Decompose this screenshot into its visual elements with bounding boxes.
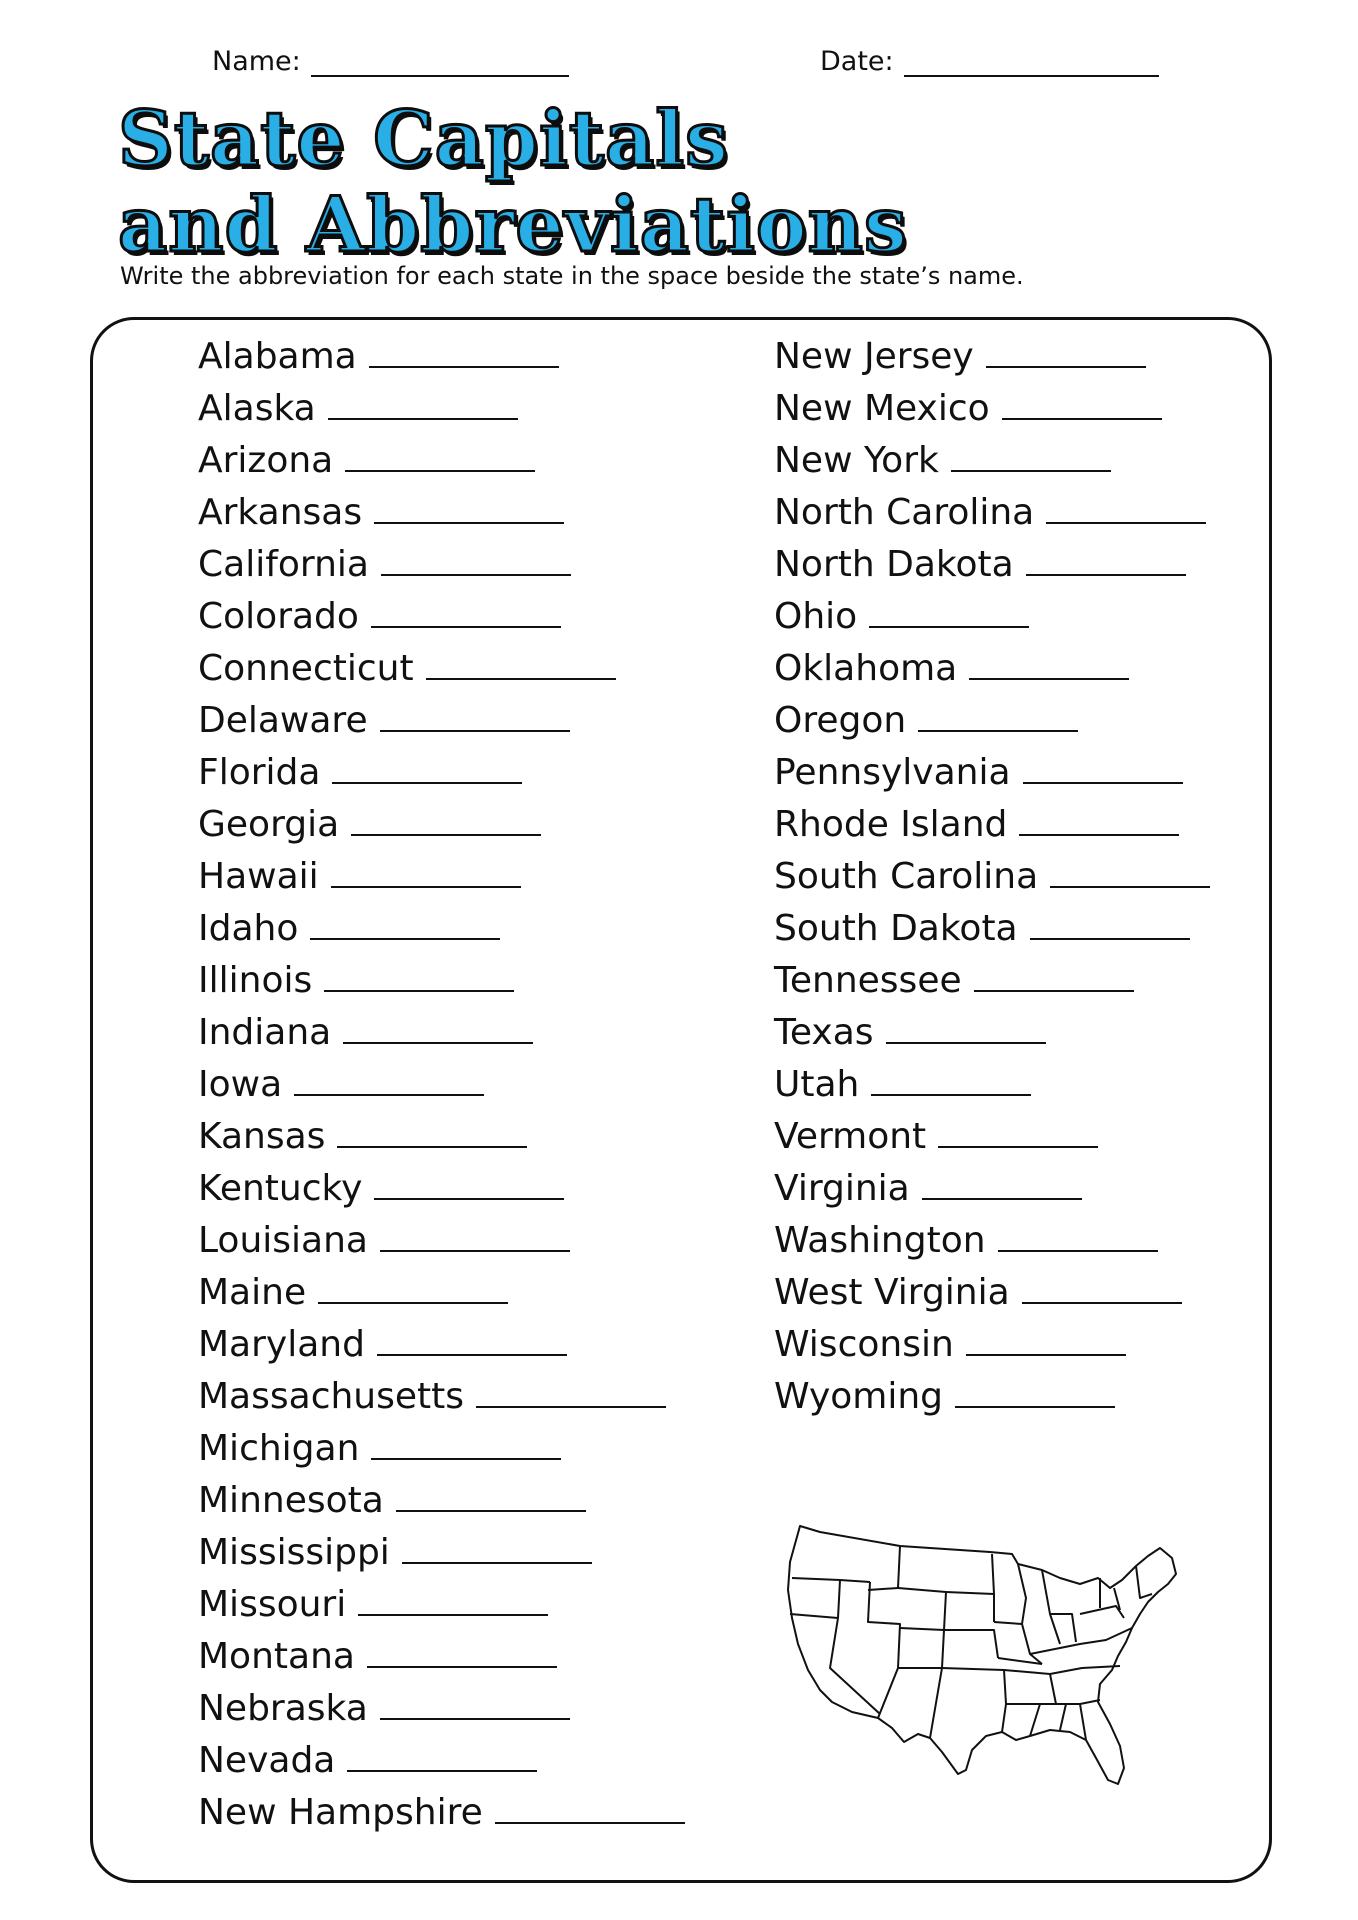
state-row-arkansas — [198, 492, 685, 544]
state-row-illinois — [198, 960, 685, 1012]
state-row-nevada — [198, 1740, 685, 1792]
state-name: Nevada — [198, 1740, 336, 1781]
abbreviation-blank[interactable] — [869, 606, 1029, 628]
title-line-1: State Capitals — [118, 94, 729, 183]
abbreviation-blank[interactable] — [380, 1230, 570, 1252]
state-row-washington — [774, 1220, 1210, 1272]
date-field[interactable] — [820, 46, 1159, 77]
abbreviation-blank[interactable] — [871, 1074, 1031, 1096]
abbreviation-blank[interactable] — [955, 1386, 1115, 1408]
name-field[interactable] — [212, 46, 569, 77]
abbreviation-blank[interactable] — [358, 1594, 548, 1616]
state-name: Oregon — [774, 700, 907, 741]
state-name: California — [198, 544, 369, 585]
state-name: Louisiana — [198, 1220, 368, 1261]
state-row-louisiana — [198, 1220, 685, 1272]
abbreviation-blank[interactable] — [337, 1126, 527, 1148]
title-line-2: and Abbreviations — [118, 180, 908, 269]
abbreviation-blank[interactable] — [1030, 918, 1190, 940]
state-name: Alabama — [198, 336, 357, 377]
state-name: Wyoming — [774, 1376, 944, 1417]
state-name: Connecticut — [198, 648, 414, 689]
state-name: Idaho — [198, 908, 299, 949]
state-name: Vermont — [774, 1116, 927, 1157]
abbreviation-blank[interactable] — [347, 1750, 537, 1772]
states-column-left — [198, 336, 685, 1844]
state-name: Indiana — [198, 1012, 332, 1053]
state-row-mississippi — [198, 1532, 685, 1584]
state-name: Michigan — [198, 1428, 360, 1469]
abbreviation-blank[interactable] — [371, 1438, 561, 1460]
date-blank[interactable] — [904, 47, 1159, 77]
state-row-colorado — [198, 596, 685, 648]
state-row-utah — [774, 1064, 1210, 1116]
abbreviation-blank[interactable] — [966, 1334, 1126, 1356]
state-row-alabama — [198, 336, 685, 388]
state-name: Arizona — [198, 440, 334, 481]
us-map-icon — [780, 1518, 1192, 1808]
state-row-hawaii — [198, 856, 685, 908]
state-row-pennsylvania — [774, 752, 1210, 804]
state-name: Mississippi — [198, 1532, 390, 1573]
abbreviation-blank[interactable] — [986, 346, 1146, 368]
state-name: Wisconsin — [774, 1324, 954, 1365]
state-row-ohio — [774, 596, 1210, 648]
state-name: Nebraska — [198, 1688, 368, 1729]
state-name: North Dakota — [774, 544, 1014, 585]
state-row-connecticut — [198, 648, 685, 700]
state-row-new-york — [774, 440, 1210, 492]
abbreviation-blank[interactable] — [374, 1178, 564, 1200]
state-row-north-carolina — [774, 492, 1210, 544]
state-name: New Jersey — [774, 336, 974, 377]
state-row-massachusetts — [198, 1376, 685, 1428]
abbreviation-blank[interactable] — [1022, 1282, 1182, 1304]
state-row-iowa — [198, 1064, 685, 1116]
abbreviation-blank[interactable] — [377, 1334, 567, 1356]
state-name: Washington — [774, 1220, 986, 1261]
state-name: Illinois — [198, 960, 313, 1001]
state-row-arizona — [198, 440, 685, 492]
state-row-wyoming — [774, 1376, 1210, 1428]
state-row-nebraska — [198, 1688, 685, 1740]
state-row-oregon — [774, 700, 1210, 752]
state-name: Utah — [774, 1064, 860, 1105]
abbreviation-blank[interactable] — [1026, 554, 1186, 576]
state-name: Texas — [774, 1012, 874, 1053]
state-name: Pennsylvania — [774, 752, 1011, 793]
abbreviation-blank[interactable] — [1023, 762, 1183, 784]
state-name: Alaska — [198, 388, 316, 429]
state-row-tennessee — [774, 960, 1210, 1012]
state-name: Missouri — [198, 1584, 347, 1625]
state-row-montana — [198, 1636, 685, 1688]
date-label: Date: — [820, 46, 894, 77]
state-row-kentucky — [198, 1168, 685, 1220]
state-name: Oklahoma — [774, 648, 958, 689]
state-name: Virginia — [774, 1168, 910, 1209]
abbreviation-blank[interactable] — [374, 502, 564, 524]
state-row-texas — [774, 1012, 1210, 1064]
state-row-rhode-island — [774, 804, 1210, 856]
state-name: South Dakota — [774, 908, 1018, 949]
state-name: New Hampshire — [198, 1792, 483, 1833]
state-name: Colorado — [198, 596, 359, 637]
state-row-missouri — [198, 1584, 685, 1636]
abbreviation-blank[interactable] — [332, 762, 522, 784]
state-row-west-virginia — [774, 1272, 1210, 1324]
state-row-georgia — [198, 804, 685, 856]
instructions-text: Write the abbreviation for each state in the space beside the state’s name. — [120, 262, 1024, 290]
state-name: Maryland — [198, 1324, 365, 1365]
state-row-alaska — [198, 388, 685, 440]
state-row-south-carolina — [774, 856, 1210, 908]
name-blank[interactable] — [311, 47, 569, 77]
state-row-florida — [198, 752, 685, 804]
state-row-new-jersey — [774, 336, 1210, 388]
state-name: New Mexico — [774, 388, 990, 429]
abbreviation-blank[interactable] — [396, 1490, 586, 1512]
name-label: Name: — [212, 46, 301, 77]
abbreviation-blank[interactable] — [367, 1646, 557, 1668]
abbreviation-blank[interactable] — [969, 658, 1129, 680]
abbreviation-blank[interactable] — [886, 1022, 1046, 1044]
abbreviation-blank[interactable] — [495, 1802, 685, 1824]
state-row-wisconsin — [774, 1324, 1210, 1376]
state-name: Delaware — [198, 700, 368, 741]
abbreviation-blank[interactable] — [402, 1542, 592, 1564]
worksheet-title — [118, 96, 908, 268]
state-name: West Virginia — [774, 1272, 1010, 1313]
abbreviation-blank[interactable] — [310, 918, 500, 940]
state-row-new-mexico — [774, 388, 1210, 440]
state-row-virginia — [774, 1168, 1210, 1220]
state-name: Massachusetts — [198, 1376, 465, 1417]
state-name: New York — [774, 440, 939, 481]
state-row-michigan — [198, 1428, 685, 1480]
state-name: Montana — [198, 1636, 355, 1677]
abbreviation-blank[interactable] — [369, 346, 559, 368]
abbreviation-blank[interactable] — [974, 970, 1134, 992]
abbreviation-blank[interactable] — [351, 814, 541, 836]
state-row-kansas — [198, 1116, 685, 1168]
state-name: Kentucky — [198, 1168, 363, 1209]
abbreviation-blank[interactable] — [318, 1282, 508, 1304]
state-name: Ohio — [774, 596, 858, 637]
abbreviation-blank[interactable] — [951, 450, 1111, 472]
state-name: Florida — [198, 752, 321, 793]
abbreviation-blank[interactable] — [476, 1386, 666, 1408]
state-name: Hawaii — [198, 856, 319, 897]
abbreviation-blank[interactable] — [1046, 502, 1206, 524]
state-name: Iowa — [198, 1064, 283, 1105]
state-row-indiana — [198, 1012, 685, 1064]
abbreviation-blank[interactable] — [371, 606, 561, 628]
abbreviation-blank[interactable] — [380, 1698, 570, 1720]
abbreviation-blank[interactable] — [294, 1074, 484, 1096]
state-name: Georgia — [198, 804, 340, 845]
abbreviation-blank[interactable] — [1050, 866, 1210, 888]
state-name: Kansas — [198, 1116, 326, 1157]
state-row-new-hampshire — [198, 1792, 685, 1844]
abbreviation-blank[interactable] — [331, 866, 521, 888]
abbreviation-blank[interactable] — [343, 1022, 533, 1044]
state-row-delaware — [198, 700, 685, 752]
state-name: Minnesota — [198, 1480, 384, 1521]
state-row-minnesota — [198, 1480, 685, 1532]
state-row-vermont — [774, 1116, 1210, 1168]
abbreviation-blank[interactable] — [918, 710, 1078, 732]
abbreviation-blank[interactable] — [1002, 398, 1162, 420]
abbreviation-blank[interactable] — [324, 970, 514, 992]
state-row-north-dakota — [774, 544, 1210, 596]
state-row-idaho — [198, 908, 685, 960]
abbreviation-blank[interactable] — [1019, 814, 1179, 836]
state-row-california — [198, 544, 685, 596]
state-name: North Carolina — [774, 492, 1035, 533]
abbreviation-blank[interactable] — [938, 1126, 1098, 1148]
abbreviation-blank[interactable] — [922, 1178, 1082, 1200]
states-column-right — [774, 336, 1210, 1428]
state-name: Tennessee — [774, 960, 962, 1001]
state-row-oklahoma — [774, 648, 1210, 700]
state-row-south-dakota — [774, 908, 1210, 960]
abbreviation-blank[interactable] — [998, 1230, 1158, 1252]
state-row-maine — [198, 1272, 685, 1324]
abbreviation-blank[interactable] — [328, 398, 518, 420]
abbreviation-blank[interactable] — [380, 710, 570, 732]
state-name: Rhode Island — [774, 804, 1008, 845]
abbreviation-blank[interactable] — [426, 658, 616, 680]
abbreviation-blank[interactable] — [345, 450, 535, 472]
state-name: South Carolina — [774, 856, 1039, 897]
state-name: Arkansas — [198, 492, 363, 533]
state-row-maryland — [198, 1324, 685, 1376]
state-name: Maine — [198, 1272, 307, 1313]
abbreviation-blank[interactable] — [381, 554, 571, 576]
